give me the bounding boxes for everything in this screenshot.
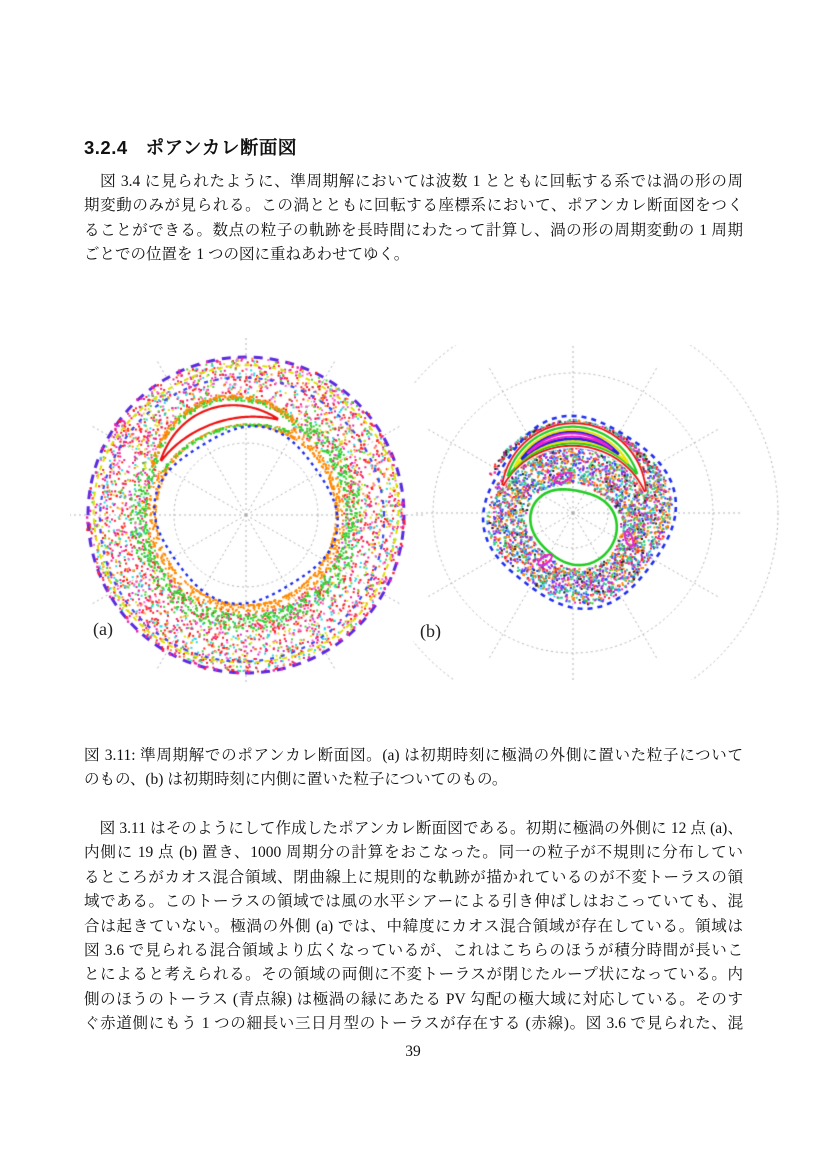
figure-a-label: (a) [93,619,113,639]
text-line: のもの、(b) は初期時刻に内側に置いた粒子についてのもの。 [84,771,508,789]
text-line: 側のほうのトーラス (青点線) は極渦の縁にあたる PV 勾配の極大域に対応している。そのす [84,990,743,1008]
text-line: 図 3.11: 準周期解でのポアンカレ断面図。(a) は初期時刻に極渦の外側に置いた粒子について [84,747,743,764]
section-heading [84,134,744,160]
paragraph-1 [84,170,743,268]
section-title: ポアンカレ断面図 [145,137,297,158]
figure-b [413,345,810,680]
poincare-plot-b [413,345,810,680]
text-line: ぐ赤道側にもう 1 つの細長い三日月型のトーラスが存在する (赤線)。図 3.6 で見られた、混 [84,1015,743,1033]
text-line: 域である。このトーラスの領域では風の水平シアーによる引き伸ばしはおこっていても、混 [84,893,743,911]
text-line: とによると考えられる。その領域の両側に不変トーラスが閉じたループ状になっている。内 [84,966,743,984]
figure-caption [84,744,743,793]
section-number: 3.2.4 [84,137,128,158]
text-line: ることができる。数点の粒子の軌跡を長時間にわたって計算し、渦の形の周期変動の 1 周期 [84,221,743,239]
page-number: 39 [405,1043,421,1060]
text-line: 内側に 19 点 (b) 置き、1000 周期分の計算をおこなった。同一の粒子が不規則に分布してい [84,844,743,862]
text-line: ごとでの位置を 1 つの図に重ねあわせてゆく。 [84,246,410,264]
text-line: 期変動のみが見られる。この渦とともに回転する座標系において、ポアンカレ断面図をつく [84,197,743,215]
figure-a [70,338,430,683]
poincare-plot-a [70,338,430,683]
text-line: 合は起きていない。極渦の外側 (a) では、中緯度にカオス混合領域が存在している。領域は [84,917,743,935]
text-line: 図 3.6 で見られる混合領域より広くなっているが、これはこちらのほうが積分時間が長いこ [84,941,743,959]
figure-b-label: (b) [420,621,441,641]
text-line: 図 3.4 に見られたように、準周期解においては波数 1 とともに回転する系では渦の形の周 [84,173,743,190]
text-line: 図 3.11 はそのようにして作成したポアンカレ断面図である。初期に極渦の外側に 12 点 (a)、 [84,820,743,837]
text-line: るところがカオス混合領域、閉曲線上に規則的な軌跡が描かれているのが不変トーラスの領 [84,868,743,886]
paragraph-2 [84,817,743,1037]
